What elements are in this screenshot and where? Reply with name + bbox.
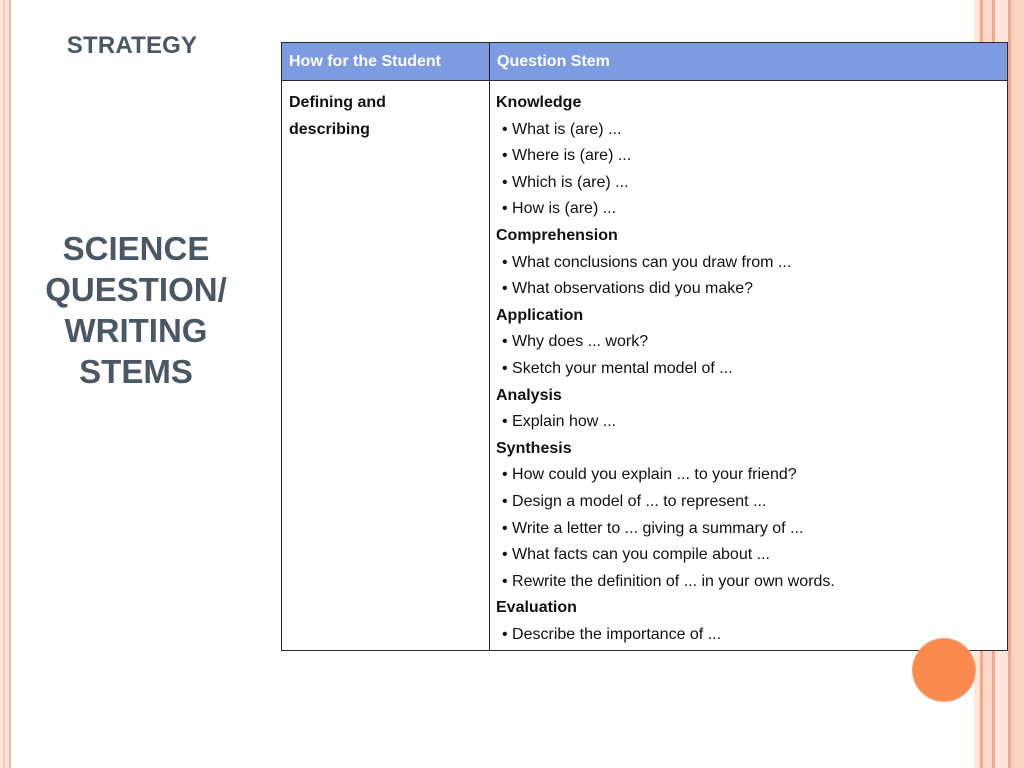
title-line: QUESTION/ <box>45 271 227 308</box>
title-line: WRITING <box>64 312 208 349</box>
list-item: • Why does ... work? <box>496 329 1001 356</box>
table-header-row <box>282 43 1007 81</box>
list-item: • Write a letter to ... giving a summary of ... <box>496 516 1001 543</box>
student-cell <box>282 81 490 651</box>
student-text-line: describing <box>289 120 370 138</box>
category-evaluation: Evaluation <box>496 599 577 617</box>
list-item: • What conclusions can you draw from ... <box>496 250 1001 277</box>
left-decorative-border <box>0 0 11 768</box>
question-stem-table <box>281 42 1008 651</box>
list-item: • Rewrite the definition of ... in your own words. <box>496 569 1001 596</box>
title-line: STEMS <box>79 353 193 390</box>
category-comprehension: Comprehension <box>496 226 618 244</box>
title-line: SCIENCE <box>62 230 210 267</box>
list-item: • Design a model of ... to represent ... <box>496 489 1001 516</box>
list-item: • Describe the importance of ... <box>496 622 1001 649</box>
stripe-7 <box>1011 0 1024 768</box>
list-item: • Explain how ... <box>496 409 1001 436</box>
student-text-line: Defining and <box>289 94 386 111</box>
strategy-heading: STRATEGY <box>66 32 198 59</box>
list-item: • What facts can you compile about ... <box>496 542 1001 569</box>
question-stem-cell <box>490 81 1008 651</box>
list-item: • Sketch your mental model of ... <box>496 356 1001 383</box>
slide-title <box>20 228 252 392</box>
list-item: • What is (are) ... <box>496 117 1001 144</box>
category-synthesis: Synthesis <box>496 439 572 457</box>
list-item: • What observations did you make? <box>496 276 1001 303</box>
decorative-orange-circle <box>913 639 975 701</box>
list-item: • How could you explain ... to your friend? <box>496 462 1001 489</box>
header-question-stem: Question Stem <box>490 43 1008 81</box>
table-row <box>282 81 1007 651</box>
list-item: • How is (are) ... <box>496 196 1001 223</box>
category-application: Application <box>496 306 584 324</box>
category-analysis: Analysis <box>496 386 562 404</box>
list-item: • Where is (are) ... <box>496 143 1001 170</box>
header-how-for-student: How for the Student <box>282 43 490 81</box>
list-item: • Which is (are) ... <box>496 170 1001 197</box>
category-knowledge: Knowledge <box>496 94 582 111</box>
